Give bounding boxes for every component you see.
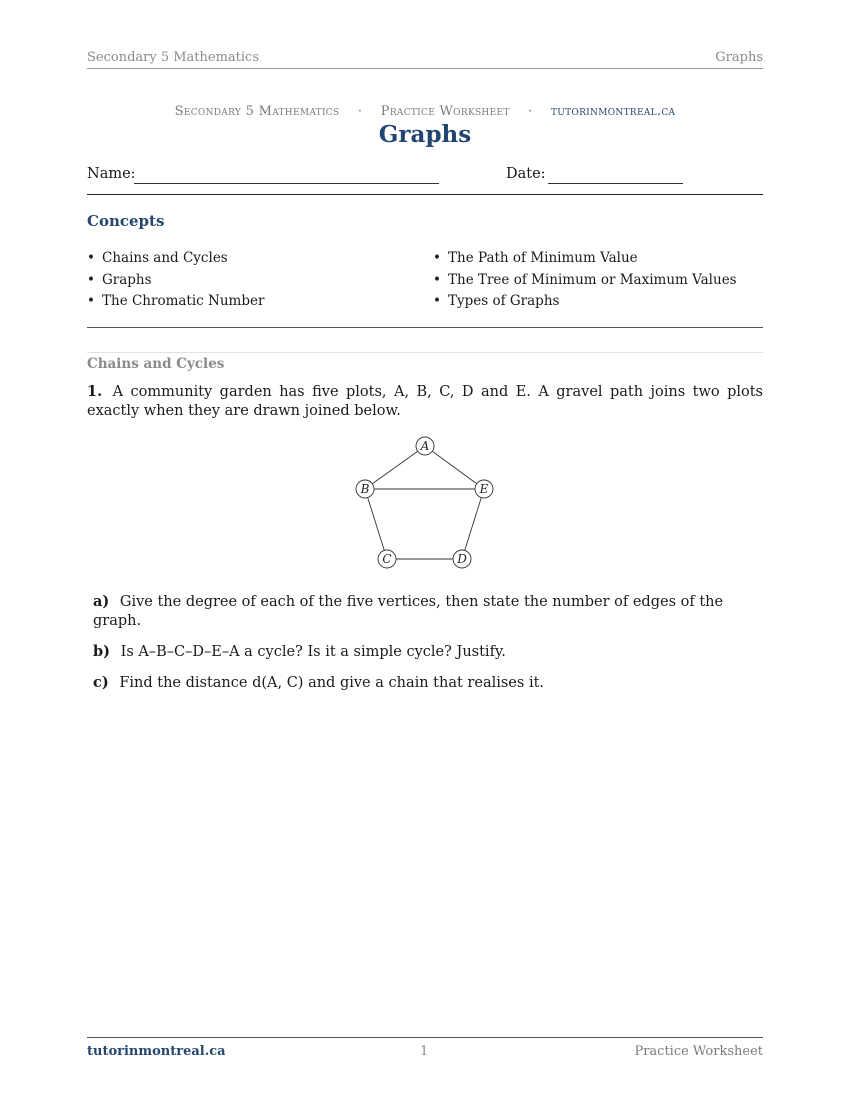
page-title: Graphs (378, 121, 472, 148)
kicker (87, 104, 763, 119)
part-b (93, 642, 763, 662)
concept-item: • Graphs (87, 270, 264, 292)
graph-vertices (356, 437, 493, 568)
problem-number: 1. (87, 383, 103, 400)
concepts-list (87, 248, 763, 328)
problem-parts (93, 592, 763, 704)
vertex-D (453, 550, 471, 568)
problem-text: A community garden has five plots, A, B, C, D and E. A gravel path joins two plots exactly when they are drawn joined below. (87, 384, 763, 419)
garden-graph (347, 432, 507, 572)
kicker-separator: · (357, 104, 363, 119)
name-label: Name: (87, 166, 136, 182)
running-head-right: Graphs (715, 50, 763, 65)
edge-D-E (465, 498, 482, 551)
kicker-site: tutorinmontreal.ca (550, 104, 676, 119)
running-head (87, 50, 763, 69)
footer-site: tutorinmontreal.ca (87, 1044, 226, 1059)
name-blank[interactable] (134, 183, 439, 184)
edge-A-E (432, 451, 476, 483)
vertex-B (356, 480, 374, 498)
problem-1 (87, 382, 763, 421)
section-heading: Chains and Cycles (87, 356, 225, 372)
footer-kind: Practice Worksheet (634, 1044, 763, 1059)
part-a (93, 592, 763, 631)
date-label: Date: (506, 166, 546, 182)
kicker-separator: · (528, 104, 533, 119)
section-divider (87, 352, 763, 353)
vertex-label: B (360, 482, 370, 496)
vertex-label: C (382, 552, 392, 566)
part-label: c) (93, 674, 109, 691)
date-blank[interactable] (548, 183, 683, 184)
page-footer (87, 1037, 763, 1059)
page-number: 1 (420, 1044, 429, 1059)
name-date-row (87, 166, 763, 195)
worksheet-page (87, 0, 763, 1100)
concepts-column-right (433, 248, 737, 313)
graph-edges (368, 451, 482, 559)
part-label: a) (93, 593, 110, 610)
concept-item: • The Path of Minimum Value (433, 248, 737, 270)
running-head-left: Secondary 5 Mathematics (87, 50, 260, 65)
part-label: b) (93, 643, 110, 660)
vertex-A (416, 437, 434, 455)
part-c (93, 673, 763, 693)
vertex-label: D (457, 552, 467, 566)
vertex-E (475, 480, 493, 498)
part-text: Give the degree of each of the five vertices, then state the number of edges of the graph. (93, 594, 724, 629)
part-text: Find the distance d(A, C) and give a chain that realises it. (119, 675, 545, 691)
kicker-type: Practice Worksheet (380, 104, 510, 119)
edge-A-B (372, 451, 417, 484)
concepts-column-left (87, 248, 264, 313)
concepts-heading: Concepts (87, 212, 165, 230)
concept-item: • Chains and Cycles (87, 248, 264, 270)
concept-item: • Types of Graphs (433, 291, 737, 313)
concept-item: • The Tree of Minimum or Maximum Values (433, 270, 737, 292)
vertex-label: E (479, 482, 489, 496)
kicker-course: Secondary 5 Mathematics (174, 104, 340, 119)
edge-B-C (368, 498, 385, 551)
part-text: Is A–B–C–D–E–A a cycle? Is it a simple cycle? Justify. (120, 644, 506, 660)
title-block (87, 104, 763, 148)
vertex-label: A (420, 439, 430, 453)
concept-item: • The Chromatic Number (87, 291, 264, 313)
vertex-C (378, 550, 396, 568)
